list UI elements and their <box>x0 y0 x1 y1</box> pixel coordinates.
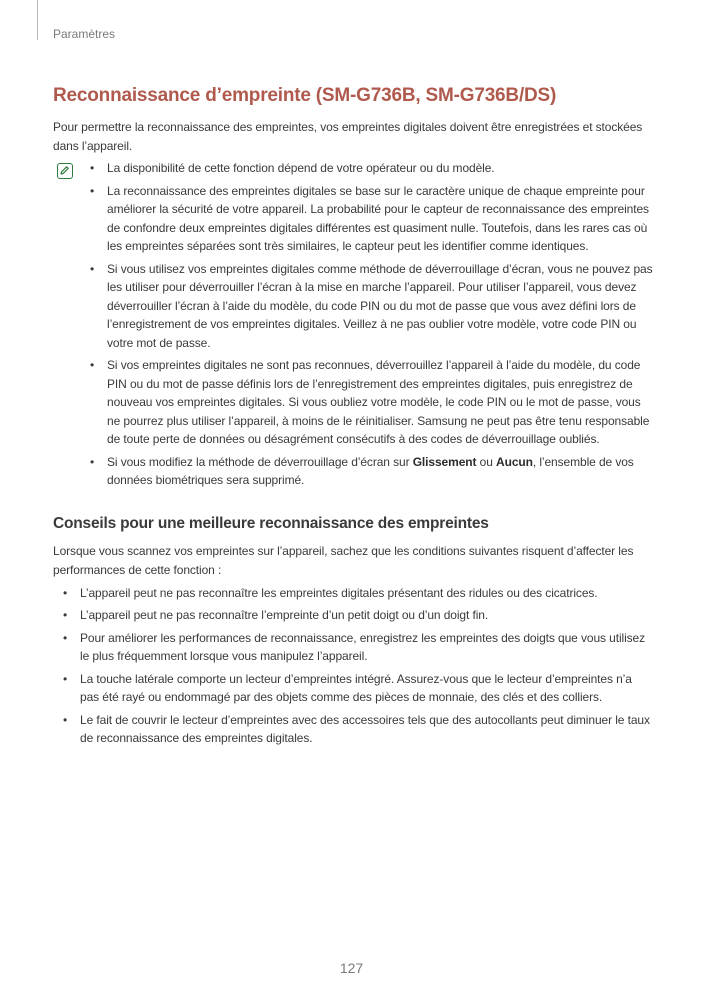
bullet: • <box>63 712 68 727</box>
bullet: • <box>90 261 95 276</box>
tip-item: • La touche latérale comporte un lecteur d’empreintes intégré. Assurez-vous que le lecteur d’empreintes n’a pas été rayé ou endommagé par des objets comme des pièces de monnaie, des clés et des colliers. <box>63 671 632 704</box>
bullet: • <box>90 161 95 175</box>
option-aucun: Aucun <box>496 454 533 469</box>
section-label: Paramètres <box>53 27 116 41</box>
page-title: Reconnaissance d’empreinte (SM-G736B, SM-G736B/DS) <box>53 85 557 106</box>
tip-item: • Le fait de couvrir le lecteur d’empreintes avec des accessoires tels que des autocollants peut diminuer le taux de reconnaissance des empreintes digitales. <box>63 712 650 745</box>
bullet: • <box>63 671 68 686</box>
note-pencil-icon <box>57 163 73 179</box>
header-divider <box>37 0 38 40</box>
bullet: • <box>90 183 95 198</box>
page-number: 127 <box>339 960 364 976</box>
tips-heading: Conseils pour une meilleure reconnaissance des empreintes <box>53 514 489 532</box>
tips-list <box>53 584 653 748</box>
bullet: • <box>63 585 68 600</box>
bullet: • <box>90 454 95 469</box>
bullet: • <box>63 630 68 645</box>
note-item: • Si vos empreintes digitales ne sont pas reconnues, déverrouillez l’appareil à l’aide du modèle, du code PIN ou du mot de passe définis lors de l’enregistrement des empreintes digitales, puis enregistrez de nouveau vos empreintes digitales. Si vous oubliez votre modèle, le code PIN ou le mot de passe, vous ne pourrez plus utiliser l’appareil, à moins de le réinitialiser. Samsung ne peut pas être tenu responsable de toute perte de données ou désagrément consécutifs à des codes de déverrouillage oubliés. <box>90 358 650 446</box>
main-content <box>53 84 653 752</box>
tip-item: • Pour améliorer les performances de reconnaissance, enregistrez les empreintes des doigts que vous utilisez le plus fréquemment lorsque vous manipulez l’appareil. <box>63 630 646 663</box>
note-list <box>53 159 653 490</box>
option-glissement: Glissement <box>412 454 477 469</box>
bullet: • <box>90 358 95 372</box>
note-item: • Si vous modifiez la méthode de déverrouillage d’écran sur Glissement ou Aucun, l’ensemble de vos données biométriques sera supprimé. <box>90 454 634 487</box>
note-item: • La reconnaissance des empreintes digitales se base sur le caractère unique de chaque empreinte pour améliorer la sécurité de votre appareil. La probabilité pour le capteur de reconnaissance des empreintes de confondre deux empreintes digitales différentes est quasiment nulle. Toutefois, dans les rares cas où les empreintes séparées sont très similaires, le capteur peut les identifier comme identiques. <box>90 183 649 253</box>
note-block <box>53 159 653 490</box>
note-item: • La disponibilité de cette fonction dépend de votre opérateur ou du modèle. <box>107 159 653 178</box>
note-item: • Si vous utilisez vos empreintes digitales comme méthode de déverrouillage d’écran, vous ne pouvez pas les utiliser pour déverrouiller l’écran à la mise en marche l’appareil. Pour utiliser l’appareil, vous devez déverrouiller l’écran à l’aide du modèle, du code PIN ou du mot de passe que vous avez défini lors de l’enregistrement de vos empreintes digitales. Veillez à ne pas oublier votre modèle, votre code PIN ou votre mot de passe. <box>90 261 653 350</box>
bullet: • <box>63 608 68 622</box>
tip-item: • L’appareil peut ne pas reconnaître l’empreinte d’un petit doigt ou d’un doigt fin. <box>80 606 653 625</box>
tip-item: • L’appareil peut ne pas reconnaître les empreintes digitales présentant des ridules ou des cicatrices. <box>80 584 653 603</box>
intro-paragraph: Pour permettre la reconnaissance des empreintes, vos empreintes digitales doivent être enregistrées et stockées dans l’appareil. <box>53 120 643 153</box>
tips-intro: Lorsque vous scannez vos empreintes sur l’appareil, sachez que les conditions suivantes risquent d’affecter les performances de cette fonction : <box>53 543 634 577</box>
